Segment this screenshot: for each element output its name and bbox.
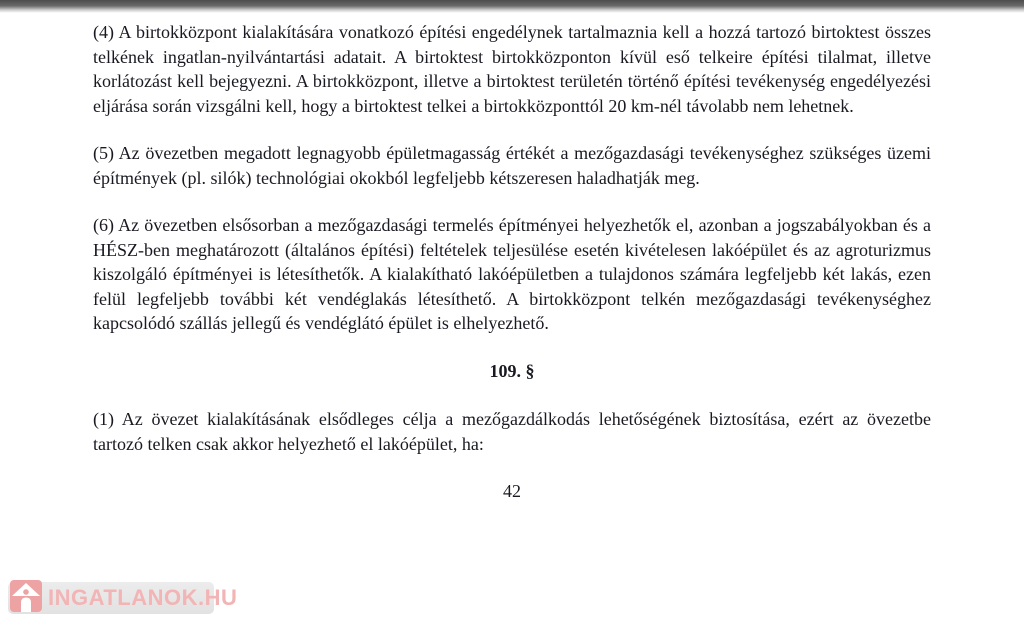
paragraph-1: (1) Az övezet kialakításának elsődleges célja a mezőgazdálkodás lehetőségének biztosítása, ezért az övezetbe tartozó telken csak akkor helyezhető el lakóépület, ha: [93,409,931,454]
document-content [93,12,931,504]
watermark-brand-text: INGATLANOK.HU [48,585,238,610]
ingatlanok-watermark [8,580,238,616]
paragraph-6: (6) Az övezetben elsősorban a mezőgazdasági termelés építményei helyezhetők el, azonban a jogszabályokban és a HÉSZ-ben meghatározott (általános építési) feltételek teljesülése esetén kivételesen lakóépület és az agroturizmus kiszolgáló építményei is létesíthetők. A kialakítható lakóépületben a tulajdonos számára legfeljebb két lakás, ezen felül legfeljebb további két vendéglakás létesíthető. A birtokközpont telkén mezőgazdasági tevékenységhez kapcsolódó szállás jellegű és vendéglátó épület is elhelyezhető. [93,215,931,333]
paragraph-4: (4) A birtokközpont kialakítására vonatkozó építési engedélynek tartalmaznia kell a hozzá tartozó birtoktest összes telkének ingatlan-nyilvántartási adatait. A birtoktest birtokközponton kívül eső telkeire építési tilalmat, illetve korlátozást kell bejegyezni. A birtokközpont, illetve a birtoktest területén történő építési tevékenység engedélyezési eljárása során vizsgálni kell, hogy a birtoktest telkei a birtokközponttól 20 km-nél távolabb nem lehetnek. [93,22,931,116]
page-number: 42 [503,481,521,501]
section-heading: 109. § [489,360,535,381]
house-icon [10,580,42,612]
paragraph-5: (5) Az övezetben megadott legnagyobb épületmagasság értékét a mezőgazdasági tevékenységhez szükséges üzemi építmények (pl. silók) technológiai okokból legfeljebb kétszeresen haladhatják meg. [93,143,931,188]
